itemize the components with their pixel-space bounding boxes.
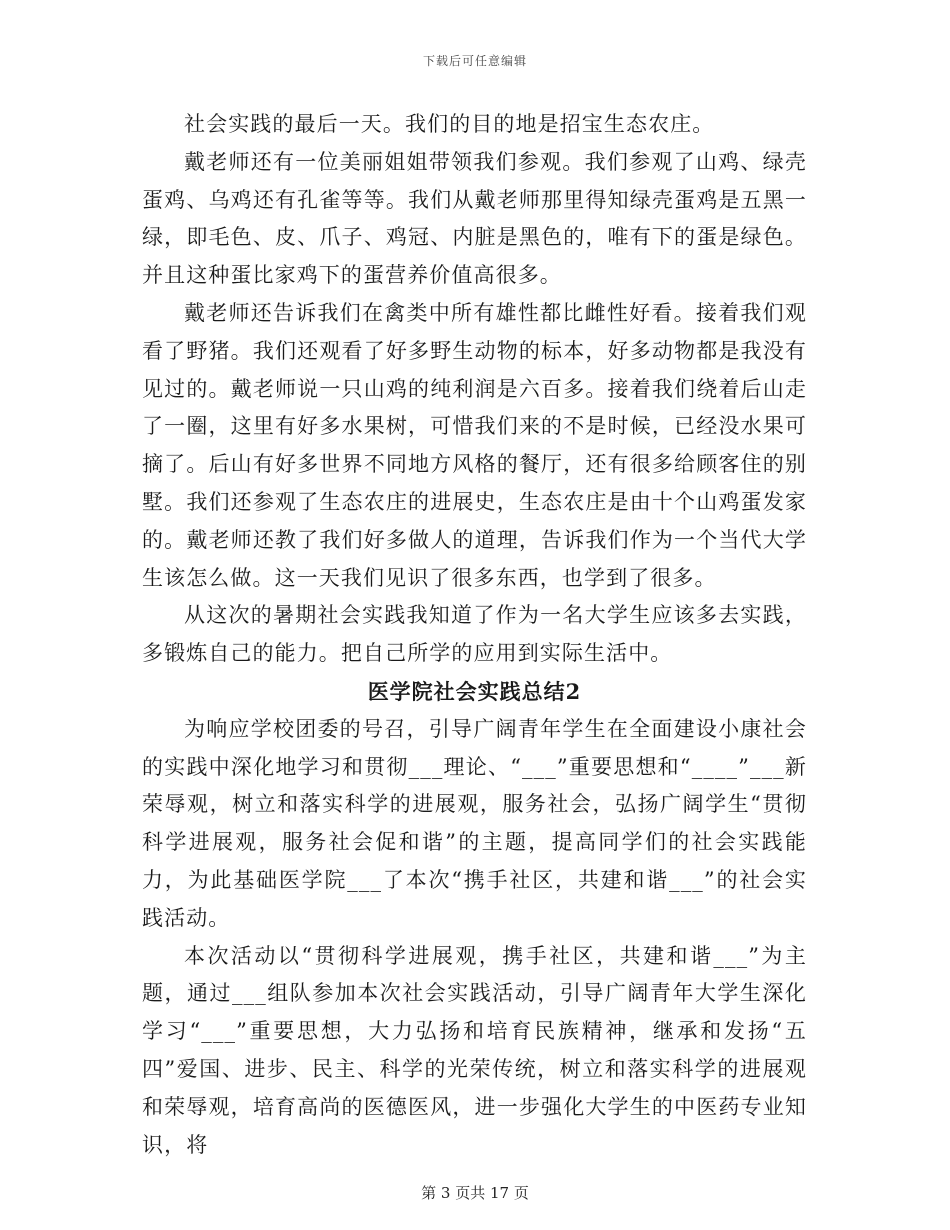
paragraph: 社会实践的最后一天。我们的目的地是招宝生态农庄。 bbox=[184, 112, 715, 136]
section-title: 医学院社会实践总结2 bbox=[367, 678, 582, 704]
paragraph: 本次活动以“贯彻科学进展观，携手社区，共建和谐___”为主题，通过___组队参加本次社会实践活动，引导广阔青年大学生深化学习“___”重要思想，大力弘扬和培育民族精神，继承和发扬“五四”爱国、进步、民主、科学的光荣传统，树立和落实科学的进展观和荣辱观，培育高尚的医德医风，进一步强化大学生的中医药专业知识，将 bbox=[142, 943, 807, 1157]
paragraph: 戴老师还告诉我们在禽类中所有雄性都比雌性好看。接着我们观看了野猪。我们还观看了好多野生动物的标本，好多动物都是我没有见过的。戴老师说一只山鸡的纯利润是六百多。接着我们绕着后山走了一圈，这里有好多水果树，可惜我们来的不是时候，已经没水果可摘了。后山有好多世界不同地方风格的餐厅，还有很多给顾客住的别墅。我们还参观了生态农庄的进展史，生态农庄是由十个山鸡蛋发家的。戴老师还教了我们好多做人的道理，告诉我们作为一个当代大学生该怎么做。这一天我们见识了很多东西，也学到了很多。 bbox=[142, 300, 807, 590]
paragraph: 从这次的暑期社会实践我知道了作为一名大学生应该多去实践，多锻炼自己的能力。把自己所学的应用到实际生活中。 bbox=[142, 603, 807, 666]
paragraph: 为响应学校团委的号召，引导广阔青年学生在全面建设小康社会的实践中深化地学习和贯彻___理论、“___”重要思想和“____”___新荣辱观，树立和落实科学的进展观，服务社会，弘扬广阔学生“贯彻科学进展观，服务社会促和谐”的主题，提高同学们的社会实践能力，为此基础医学院___了本次“携手社区，共建和谐___”的社会实践活动。 bbox=[142, 716, 807, 930]
header-note: 下载后可任意编辑 bbox=[422, 54, 527, 68]
paragraph: 戴老师还有一位美丽姐姐带领我们参观。我们参观了山鸡、绿壳蛋鸡、乌鸡还有孔雀等等。我们从戴老师那里得知绿壳蛋鸡是五黑一绿，即毛色、皮、爪子、鸡冠、内脏是黑色的，唯有下的蛋是绿色。并且这种蛋比家鸡下的蛋营养价值高很多。 bbox=[142, 149, 807, 288]
document-body bbox=[142, 106, 807, 1164]
page-footer: 第 3 页共 17 页 bbox=[421, 1184, 529, 1202]
